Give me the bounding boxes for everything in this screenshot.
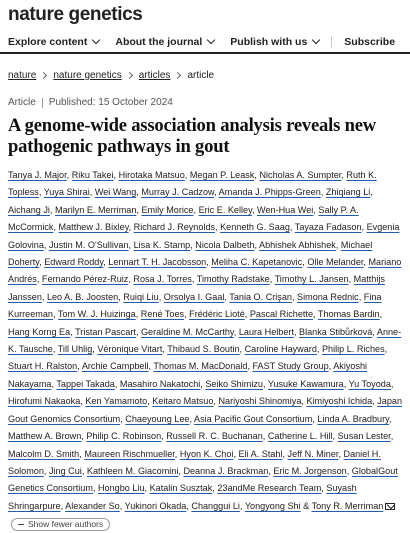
- author-link[interactable]: Kenneth G. Saag: [220, 222, 290, 233]
- author-link[interactable]: Véronique Vitart: [97, 344, 163, 355]
- author-link[interactable]: Eric E. Kelley: [198, 204, 252, 215]
- author-link[interactable]: Russell R. C. Buchanan: [166, 431, 263, 442]
- author-link[interactable]: Yusuke Kawamura: [267, 378, 344, 389]
- published-date: Published: 15 October 2024: [48, 97, 173, 108]
- author-link[interactable]: Leo A. B. Joosten: [46, 291, 119, 302]
- author-link[interactable]: Kimiyoshi Ichida: [306, 396, 373, 407]
- author-link[interactable]: Meliha C. Kapetanovic: [211, 257, 303, 268]
- nav-label: Subscribe: [344, 35, 396, 48]
- author-link[interactable]: Chaeyoung Lee: [125, 413, 190, 424]
- author-link[interactable]: Jing Cui: [48, 465, 82, 476]
- author-link[interactable]: Megan P. Leask: [189, 170, 255, 180]
- author-link[interactable]: Asia Pacific Gout Consortium: [194, 413, 313, 424]
- author-link[interactable]: GlobalGout Genetics Consortium: [8, 465, 398, 494]
- article-type: Article: [8, 97, 36, 108]
- author-link[interactable]: Edward Roddy: [44, 257, 104, 268]
- author-link[interactable]: Zhiqiang Li: [325, 187, 371, 198]
- author-link[interactable]: Simona Rednic: [297, 291, 359, 302]
- nav-publish-with-us[interactable]: [230, 36, 319, 48]
- author-link[interactable]: Malcolm D. Smith: [8, 448, 80, 459]
- journal-logo[interactable]: nature genetics: [8, 4, 143, 25]
- email-icon[interactable]: [385, 503, 395, 510]
- author-link[interactable]: Caroline Hayward: [244, 344, 317, 355]
- author-link[interactable]: Frédéric Lioté: [189, 309, 245, 320]
- author-link[interactable]: Matthijs Janssen: [8, 274, 385, 302]
- author-link[interactable]: Murray J. Cadzow: [141, 187, 215, 198]
- author-link[interactable]: Ruiqi Liu: [123, 291, 159, 302]
- author-link[interactable]: Tayaza Fadason: [294, 222, 362, 233]
- author-link[interactable]: Alexander So: [65, 500, 120, 511]
- author-link[interactable]: Archie Campbell: [81, 361, 149, 372]
- author-link[interactable]: Kathleen M. Giacomini: [86, 465, 179, 476]
- author-link[interactable]: Blanka Stibůrková: [299, 326, 373, 337]
- brand-header: [0, 0, 410, 28]
- author-link[interactable]: Wen-Hua Wei: [257, 204, 314, 215]
- breadcrumb: [0, 54, 410, 81]
- chevron-down-icon: [207, 35, 215, 43]
- author-link[interactable]: Daniel H. Solomon: [8, 448, 381, 476]
- author-link[interactable]: Matthew J. Bixley: [58, 222, 129, 233]
- author-link[interactable]: Yongyong Shi: [244, 500, 301, 511]
- chevron-right-icon: [126, 72, 133, 79]
- nav-subscribe[interactable]: [331, 36, 395, 48]
- author-link[interactable]: Matthew A. Brown: [8, 431, 82, 442]
- author-link[interactable]: Fina Kurreeman: [8, 291, 382, 320]
- author-link[interactable]: Hyon K. Choi: [179, 448, 234, 459]
- author-link[interactable]: Katalin Susztak: [149, 483, 213, 494]
- author-link[interactable]: Evgenia Golovina: [8, 222, 400, 250]
- breadcrumb-nature[interactable]: nature: [8, 70, 37, 81]
- author-link[interactable]: Ken Yamamoto: [85, 396, 148, 407]
- author-link[interactable]: Jeff N. Miner: [287, 448, 339, 459]
- author-link[interactable]: Orsolya I. Gaal: [163, 291, 225, 302]
- author-link[interactable]: Tom W. J. Huizinga: [57, 309, 136, 320]
- author-link[interactable]: Pascal Richette: [249, 309, 314, 320]
- nav-explore-content[interactable]: [8, 36, 99, 48]
- author-link[interactable]: Changgui Li: [191, 500, 240, 511]
- author-link[interactable]: Rosa J. Torres: [133, 274, 192, 285]
- author-link[interactable]: Hirofumi Nakaoka: [8, 396, 81, 407]
- author-link[interactable]: Aichang Ji: [8, 204, 50, 215]
- author-link[interactable]: Yukinori Okada: [124, 500, 187, 511]
- author-link[interactable]: Keitaro Matsuo: [152, 396, 214, 407]
- divider: [42, 98, 43, 108]
- author-link[interactable]: Suyash Shringarpure: [8, 483, 357, 511]
- author-link[interactable]: Thomas Bardin: [317, 309, 380, 320]
- author-link[interactable]: Tristan Pascart: [75, 326, 136, 337]
- author-link[interactable]: Timothy L. Jansen: [274, 274, 349, 285]
- author-link[interactable]: Amanda J. Phipps-Green: [218, 187, 321, 198]
- show-fewer-label: Show fewer authors: [28, 518, 104, 529]
- author-link[interactable]: Eli A. Stahl: [238, 448, 283, 459]
- nav-label: Publish with us: [230, 35, 308, 48]
- author-link[interactable]: Philip C. Robinson: [86, 431, 162, 442]
- author-link[interactable]: 23andMe Research Team: [217, 483, 322, 494]
- chevron-right-icon: [40, 72, 47, 79]
- author-link[interactable]: Hirotaka Matsuo: [118, 170, 185, 180]
- author-link[interactable]: Catherine L. Hill: [267, 431, 333, 442]
- author-link[interactable]: Geraldine M. McCarthy: [140, 326, 234, 337]
- author-link[interactable]: Hang Korng Ea: [8, 326, 71, 337]
- chevron-right-icon: [174, 72, 181, 79]
- article-title: A genome-wide association analysis reveals new pathogenic pathways in gout: [8, 115, 377, 157]
- author-link[interactable]: Tania O. Crişan: [229, 291, 292, 302]
- breadcrumb-current: article: [187, 70, 215, 81]
- author-link[interactable]: Emily Morice: [141, 204, 194, 215]
- author-link[interactable]: Mariano Andrés: [8, 257, 402, 285]
- author-link[interactable]: Maureen Rischmueller: [84, 448, 175, 459]
- show-fewer-authors-button[interactable]: [11, 518, 110, 531]
- author-link[interactable]: Thomas M. MacDonald: [153, 361, 248, 372]
- author-link[interactable]: René Toes: [140, 309, 185, 320]
- author-link[interactable]: Nicola Dalbeth: [195, 239, 255, 250]
- author-link[interactable]: Eric M. Jorgenson: [273, 465, 347, 476]
- author-link[interactable]: Tappei Takada: [56, 378, 115, 389]
- author-link[interactable]: Timothy Radstake: [196, 274, 270, 285]
- author-link[interactable]: Tanya J. Major: [8, 170, 67, 180]
- author-link[interactable]: Laura Helbert: [238, 326, 294, 337]
- author-link[interactable]: Deanna J. Brackman: [183, 465, 269, 476]
- author-link[interactable]: FAST Study Group: [252, 361, 329, 372]
- author-link[interactable]: Justin M. O'Sullivan: [48, 239, 129, 250]
- author-list: Tanya J. Major, Riku Takei, Hirotaka Matsuo, Megan P. Leask, Nicholas A. Sumpter, Ruth K. Topless, Yuya Shirai, Wei Wang, Murray J. Cadzow, Amanda J. Phipps-Green, Zhiqiang Li, Aichang Ji, Marilyn E. Merriman, Emily Morice, Eric E. Kelley, Wen-Hua Wei, Sally P. A. McCormick, Matthew J. Bixley, Richard J. Reynolds, Kenneth G. Saag, Tayaza Fadason, Evgenia Golovina, Justin M. O'Sullivan, Lisa K. Stamp, Nicola Dalbeth, Abhishek Abhishek, Michael Doherty, Edward Roddy, Lennart T. H. Jacobsson, Meliha C. Kapetanovic, Olle Melander, Mariano Andrés, Fernando Pérez-Ruiz, Rosa J. Torres, Timothy Radstake, Timothy L. Jansen, Matthijs Janssen, Leo A. B. Joosten, Ruiqi Liu, Orsolya I. Gaal, Tania O. Crişan, Simona Rednic, Fina Kurreeman, Tom W. J. Huizinga, René Toes, Frédéric Lioté, Pascal Richette, Thomas Bardin, Hang Korng Ea, Tristan Pascart, Geraldine M. McCarthy, Laura Helbert, Blanka Stibůrková, Anne-K. Tausche, Till Uhlig, Véronique Vitart, Thibaud S. Boutin, Caroline Hayward, Philip L. Riches, Stuart H. Ralston, Archie Campbell, Thomas M. MacDonald, FAST Study Group, Akiyoshi Nakayama, Tappei Takada, Masahiro Nakatochi, Seiko Shimizu, Yusuke Kawamura, Yu Toyoda, Hirofumi Nakaoka, Ken Yamamoto, Keitaro Matsuo, Nariyoshi Shinomiya, Kimiyoshi Ichida, Japan Gout Genomics Consortium, Chaeyoung Lee, Asia Pacific Gout Consortium, Linda A. Bradbury, Matthew A. Brown, Philip C. Robinson, Russell R. C. Buchanan, Catherine L. Hill, Susan Lester, Malcolm D. Smith, Maureen Rischmueller, Hyon K. Choi, Eli A. Stahl, Jeff N. Miner, Daniel H. Solomon, Jing Cui, Kathleen M. Giacomini, Deanna J. Brackman, Eric M. Jorgenson, GlobalGout Genetics Consortium, Hongbo Liu, Katalin Susztak, 23andMe Research Team, Suyash Shringarpure, Alexander So, Yukinori Okada, Changgui Li, Yongyong Shi & Tony R. Merriman Show fewer authors: [0, 157, 410, 533]
- author-link[interactable]: Hongbo Liu: [97, 483, 145, 494]
- author-link[interactable]: Anne-K. Tausche: [8, 326, 402, 355]
- article-meta: [0, 81, 410, 108]
- author-link[interactable]: Marilyn E. Merriman: [55, 204, 137, 215]
- author-link[interactable]: Thibaud S. Boutin: [167, 344, 240, 355]
- author-link[interactable]: Lisa K. Stamp: [133, 239, 191, 250]
- author-link[interactable]: Yu Toyoda: [348, 378, 391, 389]
- author-link[interactable]: Masahiro Nakatochi: [119, 378, 201, 389]
- author-link[interactable]: Linda A. Bradbury: [317, 413, 389, 424]
- breadcrumb-articles[interactable]: articles: [138, 70, 171, 81]
- author-link[interactable]: Lennart T. H. Jacobsson: [108, 257, 207, 268]
- author-link[interactable]: Sally P. A. McCormick: [8, 204, 359, 233]
- author-link[interactable]: Wei Wang: [94, 187, 137, 198]
- author-link[interactable]: Ruth K. Topless: [8, 170, 377, 198]
- author-link[interactable]: Nicholas A. Sumpter: [259, 170, 342, 180]
- author-link[interactable]: Akiyoshi Nakayama: [8, 361, 368, 389]
- chevron-down-icon: [312, 35, 320, 43]
- minus-icon: [18, 524, 24, 525]
- author-link[interactable]: Michael Doherty: [8, 239, 373, 268]
- nav-about-journal[interactable]: [115, 36, 214, 48]
- author-link[interactable]: Yuya Shirai: [43, 187, 90, 198]
- author-link[interactable]: Abhishek Abhishek: [259, 239, 336, 250]
- nav-label: Explore content: [8, 35, 88, 48]
- author-link[interactable]: Susan Lester: [337, 431, 391, 442]
- author-link[interactable]: Olle Melander: [307, 257, 364, 268]
- main-nav: [0, 31, 410, 54]
- author-link[interactable]: Seiko Shimizu: [205, 378, 263, 389]
- nav-label: About the journal: [115, 35, 203, 48]
- author-link[interactable]: Till Uhlig: [57, 344, 93, 355]
- author-link[interactable]: Tony R. Merriman: [311, 500, 384, 511]
- chevron-down-icon: [92, 35, 100, 43]
- breadcrumb-nature-genetics[interactable]: nature genetics: [53, 70, 122, 81]
- author-link[interactable]: Riku Takei: [71, 170, 114, 180]
- author-link[interactable]: Stuart H. Ralston: [8, 361, 78, 372]
- author-link[interactable]: Fernando Pérez-Ruiz: [41, 274, 129, 285]
- author-link[interactable]: Richard J. Reynolds: [133, 222, 216, 233]
- author-link[interactable]: Nariyoshi Shinomiya: [218, 396, 302, 407]
- author-link[interactable]: Philip L. Riches: [321, 344, 385, 355]
- author-link[interactable]: Japan Gout Genomics Consortium: [8, 396, 402, 424]
